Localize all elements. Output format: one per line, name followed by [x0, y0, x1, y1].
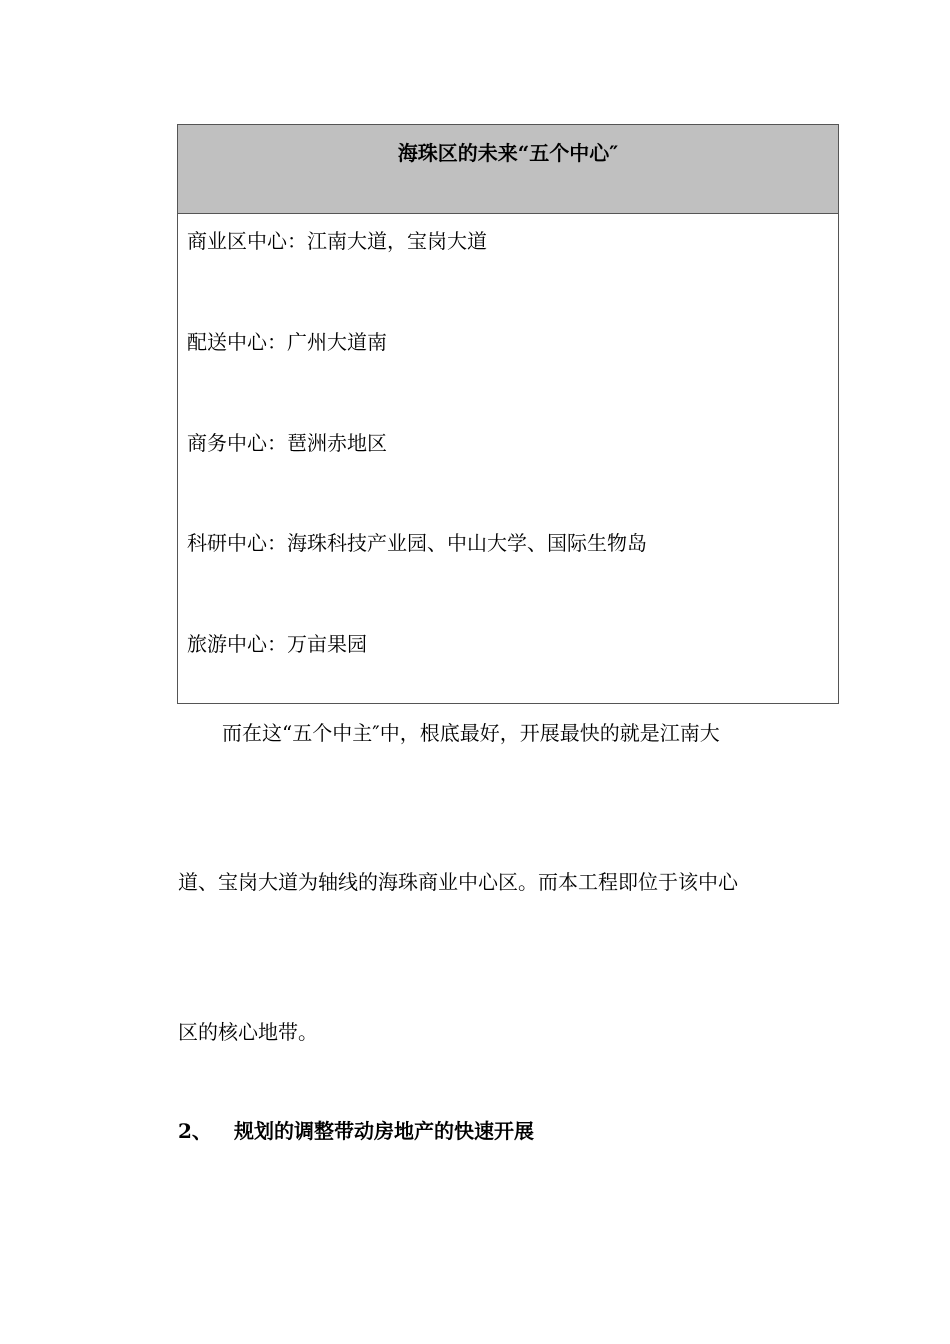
centers-table: [177, 124, 839, 704]
table-row: 商业区中心：江南大道，宝岗大道: [187, 229, 487, 253]
table-row: 旅游中心：万亩果园: [187, 632, 367, 656]
paragraph-line: 区的核心地带。: [178, 1020, 318, 1044]
table-row: 配送中心：广州大道南: [187, 330, 387, 354]
paragraph-line: 道、宝岗大道为轴线的海珠商业中心区。而本工程即位于该中心: [178, 870, 738, 894]
section-heading: [178, 1119, 534, 1143]
table-title: 海珠区的未来“五个中心″: [178, 125, 838, 214]
table-row: 科研中心：海珠科技产业园、中山大学、国际生物岛: [187, 531, 647, 555]
section-title: 规划的调整带动房地产的快速开展: [234, 1119, 534, 1143]
section-number: 2、: [178, 1119, 212, 1143]
table-row: 商务中心：琶洲赤地区: [187, 431, 387, 455]
paragraph-line: 而在这“五个中主″中，根底最好，开展最快的就是江南大: [222, 721, 720, 745]
